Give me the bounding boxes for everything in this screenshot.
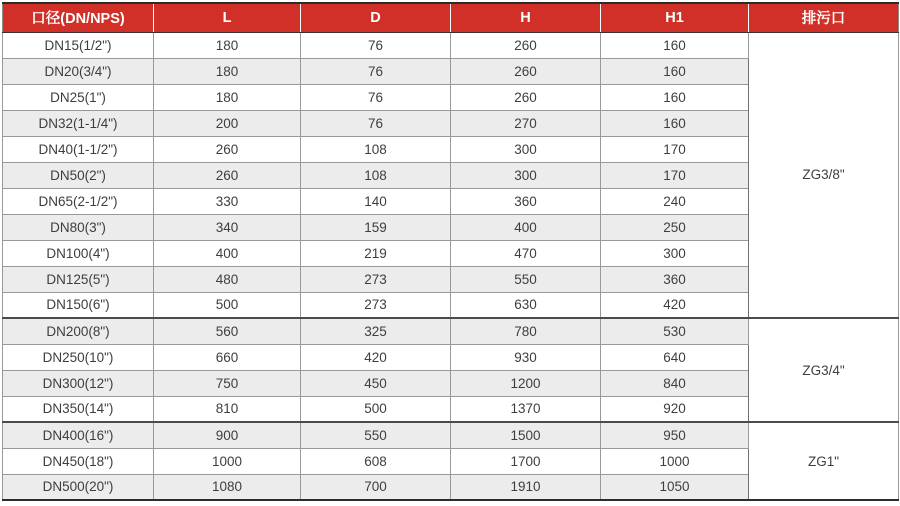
value-cell: 300: [451, 162, 601, 188]
value-cell: 260: [451, 58, 601, 84]
value-cell: 400: [451, 214, 601, 240]
value-cell: 360: [451, 188, 601, 214]
value-cell: 450: [301, 370, 451, 396]
size-cell: DN40(1-1/2"): [3, 136, 154, 162]
value-cell: 810: [154, 396, 301, 422]
value-cell: 140: [301, 188, 451, 214]
value-cell: 260: [154, 136, 301, 162]
value-cell: 420: [601, 292, 749, 318]
value-cell: 160: [601, 32, 749, 58]
value-cell: 76: [301, 58, 451, 84]
value-cell: 1000: [601, 448, 749, 474]
value-cell: 250: [601, 214, 749, 240]
size-cell: DN300(12"): [3, 370, 154, 396]
value-cell: 1080: [154, 474, 301, 500]
value-cell: 1200: [451, 370, 601, 396]
value-cell: 260: [451, 32, 601, 58]
value-cell: 330: [154, 188, 301, 214]
size-cell: DN25(1"): [3, 84, 154, 110]
value-cell: 180: [154, 58, 301, 84]
value-cell: 608: [301, 448, 451, 474]
value-cell: 950: [601, 422, 749, 448]
size-cell: DN32(1-1/4"): [3, 110, 154, 136]
value-cell: 420: [301, 344, 451, 370]
value-cell: 500: [301, 396, 451, 422]
size-cell: DN200(8"): [3, 318, 154, 344]
value-cell: 500: [154, 292, 301, 318]
size-cell: DN15(1/2"): [3, 32, 154, 58]
valve-dimensions-table: [2, 2, 899, 501]
table-row: [3, 318, 899, 344]
value-cell: 630: [451, 292, 601, 318]
col-header-size: 口径(DN/NPS): [3, 3, 154, 32]
table-row: [3, 32, 899, 58]
value-cell: 160: [601, 110, 749, 136]
drain-port-cell: ZG3/8": [749, 32, 899, 318]
value-cell: 930: [451, 344, 601, 370]
value-cell: 260: [154, 162, 301, 188]
value-cell: 550: [451, 266, 601, 292]
value-cell: 780: [451, 318, 601, 344]
value-cell: 530: [601, 318, 749, 344]
value-cell: 170: [601, 162, 749, 188]
value-cell: 240: [601, 188, 749, 214]
value-cell: 180: [154, 32, 301, 58]
value-cell: 550: [301, 422, 451, 448]
value-cell: 300: [451, 136, 601, 162]
value-cell: 360: [601, 266, 749, 292]
value-cell: 325: [301, 318, 451, 344]
value-cell: 480: [154, 266, 301, 292]
value-cell: 660: [154, 344, 301, 370]
value-cell: 270: [451, 110, 601, 136]
value-cell: 260: [451, 84, 601, 110]
value-cell: 1050: [601, 474, 749, 500]
value-cell: 1370: [451, 396, 601, 422]
size-cell: DN250(10"): [3, 344, 154, 370]
size-cell: DN500(20"): [3, 474, 154, 500]
value-cell: 200: [154, 110, 301, 136]
size-cell: DN80(3"): [3, 214, 154, 240]
value-cell: 76: [301, 32, 451, 58]
value-cell: 76: [301, 84, 451, 110]
value-cell: 180: [154, 84, 301, 110]
value-cell: 1000: [154, 448, 301, 474]
value-cell: 340: [154, 214, 301, 240]
drain-port-cell: ZG3/4": [749, 318, 899, 422]
value-cell: 160: [601, 84, 749, 110]
value-cell: 1500: [451, 422, 601, 448]
value-cell: 840: [601, 370, 749, 396]
table-body: [3, 32, 899, 500]
size-cell: DN150(6"): [3, 292, 154, 318]
value-cell: 900: [154, 422, 301, 448]
value-cell: 160: [601, 58, 749, 84]
col-header-l: L: [154, 3, 301, 32]
size-cell: DN350(14"): [3, 396, 154, 422]
col-header-drain-port: 排污口: [749, 3, 899, 32]
value-cell: 920: [601, 396, 749, 422]
drain-port-cell: ZG1": [749, 422, 899, 500]
value-cell: 273: [301, 266, 451, 292]
value-cell: 750: [154, 370, 301, 396]
value-cell: 219: [301, 240, 451, 266]
value-cell: 76: [301, 110, 451, 136]
col-header-d: D: [301, 3, 451, 32]
table-row: [3, 422, 899, 448]
header-row: [3, 3, 899, 32]
value-cell: 470: [451, 240, 601, 266]
value-cell: 108: [301, 136, 451, 162]
size-cell: DN20(3/4"): [3, 58, 154, 84]
value-cell: 1700: [451, 448, 601, 474]
size-cell: DN50(2"): [3, 162, 154, 188]
col-header-h: H: [451, 3, 601, 32]
col-header-h1: H1: [601, 3, 749, 32]
value-cell: 300: [601, 240, 749, 266]
size-cell: DN450(18"): [3, 448, 154, 474]
size-cell: DN400(16"): [3, 422, 154, 448]
value-cell: 700: [301, 474, 451, 500]
value-cell: 560: [154, 318, 301, 344]
size-cell: DN100(4"): [3, 240, 154, 266]
value-cell: 1910: [451, 474, 601, 500]
value-cell: 170: [601, 136, 749, 162]
value-cell: 640: [601, 344, 749, 370]
size-cell: DN65(2-1/2"): [3, 188, 154, 214]
value-cell: 273: [301, 292, 451, 318]
value-cell: 108: [301, 162, 451, 188]
table-header: [3, 3, 899, 32]
value-cell: 400: [154, 240, 301, 266]
size-cell: DN125(5"): [3, 266, 154, 292]
value-cell: 159: [301, 214, 451, 240]
